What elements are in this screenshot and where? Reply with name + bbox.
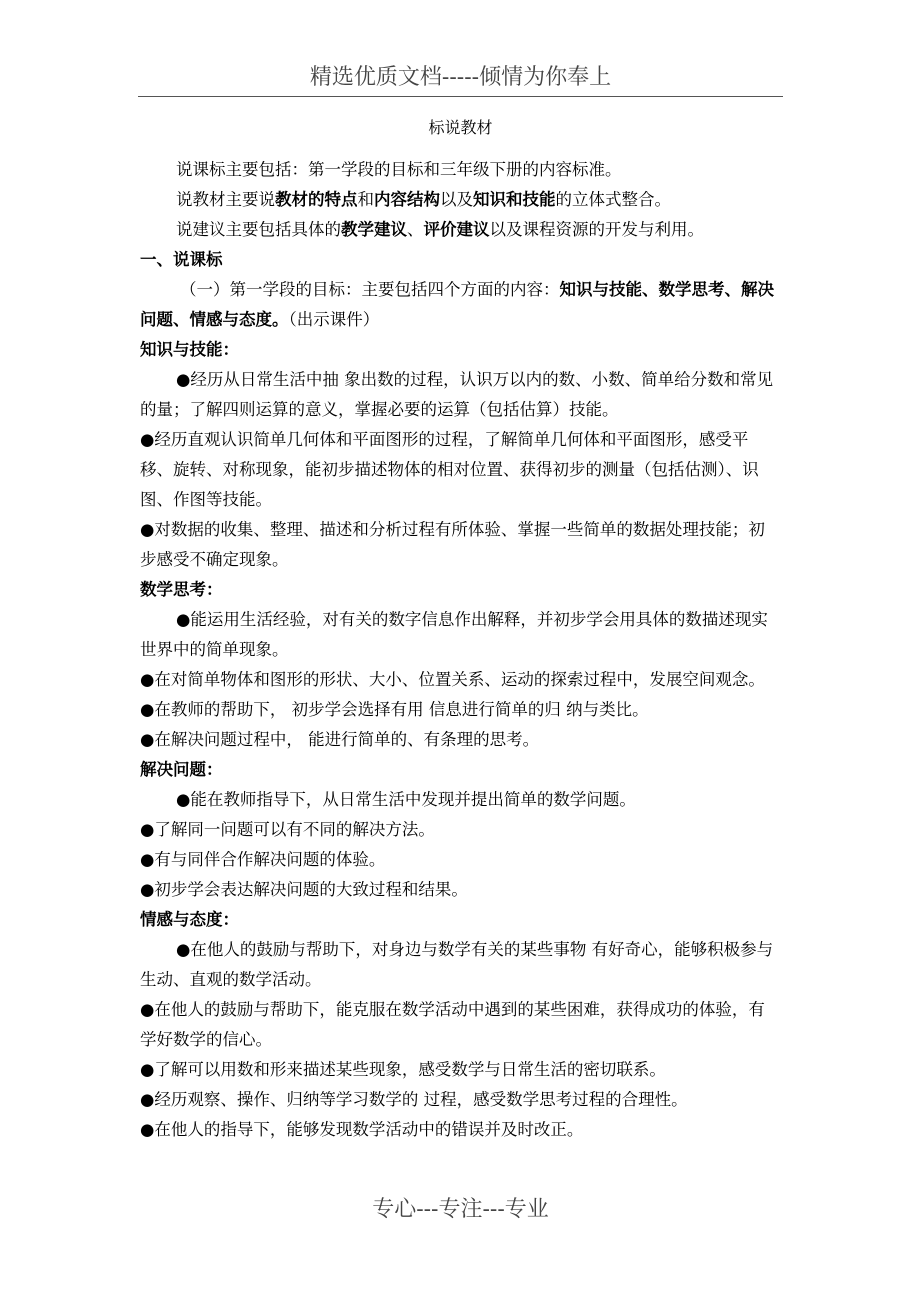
section-heading: 一、说课标: [140, 250, 223, 269]
problem-item: ●了解同一问题可以有不同的解决方法。: [140, 820, 435, 839]
intro-paragraph-1: 说课标主要包括：第一学段的目标和三年级下册的内容标准。: [176, 160, 622, 179]
thinking-title: 数学思考：: [140, 580, 223, 599]
thinking-item: ●能运用生活经验，对有关的数字信息作出解释，并初步学会用具体的数描述现实世界中的简单现象。: [140, 610, 768, 659]
attitude-title: 情感与态度：: [140, 910, 239, 929]
document-title: 标说教材: [428, 118, 493, 137]
thinking-item: ●在解决问题过程中， 能进行简单的、有条理的思考。: [140, 730, 540, 749]
document-body: [140, 155, 780, 1145]
problem-title: 解决问题：: [140, 760, 223, 779]
goal-paragraph: （一）第一学段的目标：主要包括四个方面的内容：知识与技能、数学思考、解决问题、情感与态度。（出示课件）: [140, 280, 774, 329]
attitude-item: ●在他人的鼓励与帮助下，能克服在数学活动中遇到的某些困难，获得成功的体验，有学好数学的信心。: [140, 1000, 765, 1049]
problem-item: ●初步学会表达解决问题的大致过程和结果。: [140, 880, 468, 899]
attitude-item: ●在他人的鼓励与帮助下，对身边与数学有关的某些事物 有好奇心，能够积极参与生动、直观的数学活动。: [140, 940, 774, 989]
page-footer: 专心---专注---专业: [372, 1197, 549, 1222]
thinking-item: ●在教师的帮助下， 初步学会选择有用 信息进行简单的归 纳与类比。: [140, 700, 649, 719]
knowledge-title: 知识与技能：: [140, 340, 239, 359]
attitude-item: ●经历观察、操作、归纳等学习数学的 过程，感受数学思考过程的合理性。: [140, 1090, 688, 1109]
thinking-item: ●在对简单物体和图形的形状、大小、位置关系、运动的探索过程中，发展空间观念。: [140, 670, 765, 689]
knowledge-item: ●经历直观认识简单几何体和平面图形的过程，了解简单几何体和平面图形，感受平移、旋转、对称现象，能初步描述物体的相对位置、获得初步的测量（包括估测）、识图、作图等技能。: [140, 430, 759, 509]
knowledge-item: ●对数据的收集、整理、描述和分析过程有所体验、掌握一些简单的数据处理技能；初步感受不确定现象。: [140, 520, 765, 569]
problem-item: ●能在教师指导下，从日常生活中发现并提出简单的数学问题。: [176, 790, 636, 809]
problem-item: ●有与同伴合作解决问题的体验。: [140, 850, 386, 869]
attitude-item: ●了解可以用数和形来描述某些现象，感受数学与日常生活的密切联系。: [140, 1060, 666, 1079]
knowledge-item: ●经历从日常生活中抽 象出数的过程，认识万以内的数、小数、简单给分数和常见的量；了解四则运算的意义，掌握必要的运算（包括估算）技能。: [140, 370, 774, 419]
intro-paragraph-2: 说教材主要说教材的特点和内容结构以及知识和技能的立体式整合。: [176, 190, 671, 209]
page-header: 精选优质文档-----倾情为你奉上: [309, 65, 612, 90]
attitude-item: ●在他人的指导下，能够发现数学活动中的错误并及时改正。: [140, 1120, 584, 1139]
intro-paragraph-3: 说建议主要包括具体的教学建议、评价建议以及课程资源的开发与利用。: [176, 220, 704, 239]
header-divider: [138, 96, 783, 97]
